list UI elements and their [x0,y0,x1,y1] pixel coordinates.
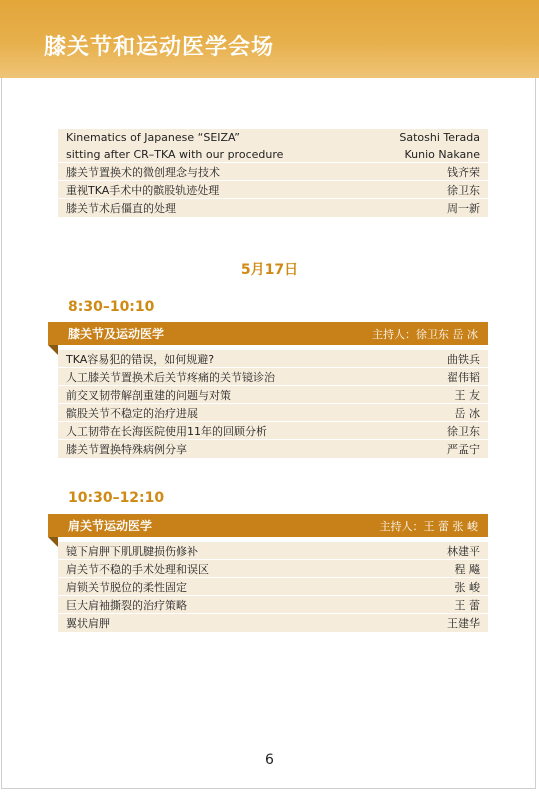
session-header [48,514,488,537]
talk-topic: 膝关节术后僵直的处理 [66,202,176,215]
talk-topic: 前交叉韧带解剖重建的问题与对策 [66,388,231,402]
program-list-continued [58,129,488,217]
talk-topic: 肩关节不稳的手术处理和误区 [66,562,209,576]
talk-topic: 镜下肩胛下肌肌腱损伤修补 [66,544,198,558]
session-host: 主持人：徐卫东 岳 冰 [372,327,478,341]
program-row [58,542,488,560]
talk-speaker: 王 友 [454,388,480,402]
talk-speaker: 岳 冰 [454,406,480,420]
talk-speaker: 严孟宁 [447,443,480,456]
program-row [58,368,488,386]
program-row [58,614,488,632]
talk-topic-line: sitting after CR–TKA with our procedure [66,147,284,161]
talk-speaker: 王建华 [447,617,480,630]
session-title: 肩关节运动医学 [68,519,153,533]
talk-topic: 翼状肩胛 [66,617,110,630]
talk-topic: 髌股关节不稳定的治疗进展 [66,406,198,420]
talk-topic: 人工膝关节置换术后关节疼痛的关节镜诊治 [66,370,275,384]
talk-topic [66,129,283,162]
talk-speaker: 林建平 [447,544,480,558]
speaker-name: Kunio Nakane [404,147,480,161]
program-row [58,129,488,163]
session-header [48,322,488,345]
talk-topic-line: Kinematics of Japanese “SEIZA” [66,130,240,144]
talk-speaker: 曲铁兵 [447,352,480,366]
program-row [58,386,488,404]
session-time: 10:30–12:10 [68,490,165,506]
program-row [58,440,488,458]
session-talk-list [58,350,488,458]
program-row [58,350,488,368]
talk-topic: 人工韧带在长海医院使用11年的回顾分析 [66,424,267,438]
date-heading: 5月17日 [240,262,299,278]
talk-topic: 膝关节置换术的微创理念与技术 [66,165,220,179]
session-host: 主持人：王 蕾 张 峻 [379,519,478,533]
talk-topic: 重视TKA手术中的髌股轨迹处理 [66,183,220,197]
header-fold [48,537,58,547]
program-row [58,596,488,614]
talk-topic: 肩锁关节脱位的柔性固定 [66,580,187,594]
title-banner [0,0,539,78]
program-row [58,560,488,578]
program-row [58,422,488,440]
header-fold [48,345,58,355]
talk-topic: TKA容易犯的错误，如何规避? [66,352,215,366]
talk-speaker [399,129,480,162]
talk-speaker: 徐卫东 [447,424,480,438]
program-row [58,181,488,199]
speaker-name: Satoshi Terada [399,130,480,144]
talk-speaker: 王 蕾 [454,598,480,612]
talk-speaker: 徐卫东 [447,183,480,197]
session-talk-list [58,542,488,632]
talk-topic: 膝关节置换特殊病例分享 [66,443,187,456]
program-row [58,404,488,422]
talk-speaker: 周一新 [447,202,480,215]
talk-speaker: 钱齐荣 [447,165,480,179]
session-title: 膝关节及运动医学 [68,327,165,341]
talk-speaker: 翟伟韬 [447,370,480,384]
page-number: 6 [265,752,274,768]
talk-speaker: 程 飚 [454,562,480,576]
program-row [58,578,488,596]
session-time: 8:30–10:10 [68,299,155,315]
page-title: 膝关节和运动医学会场 [44,35,275,60]
talk-topic: 巨大肩袖撕裂的治疗策略 [66,598,187,612]
talk-speaker: 张 峻 [454,580,480,594]
program-row [58,199,488,217]
program-row [58,163,488,181]
